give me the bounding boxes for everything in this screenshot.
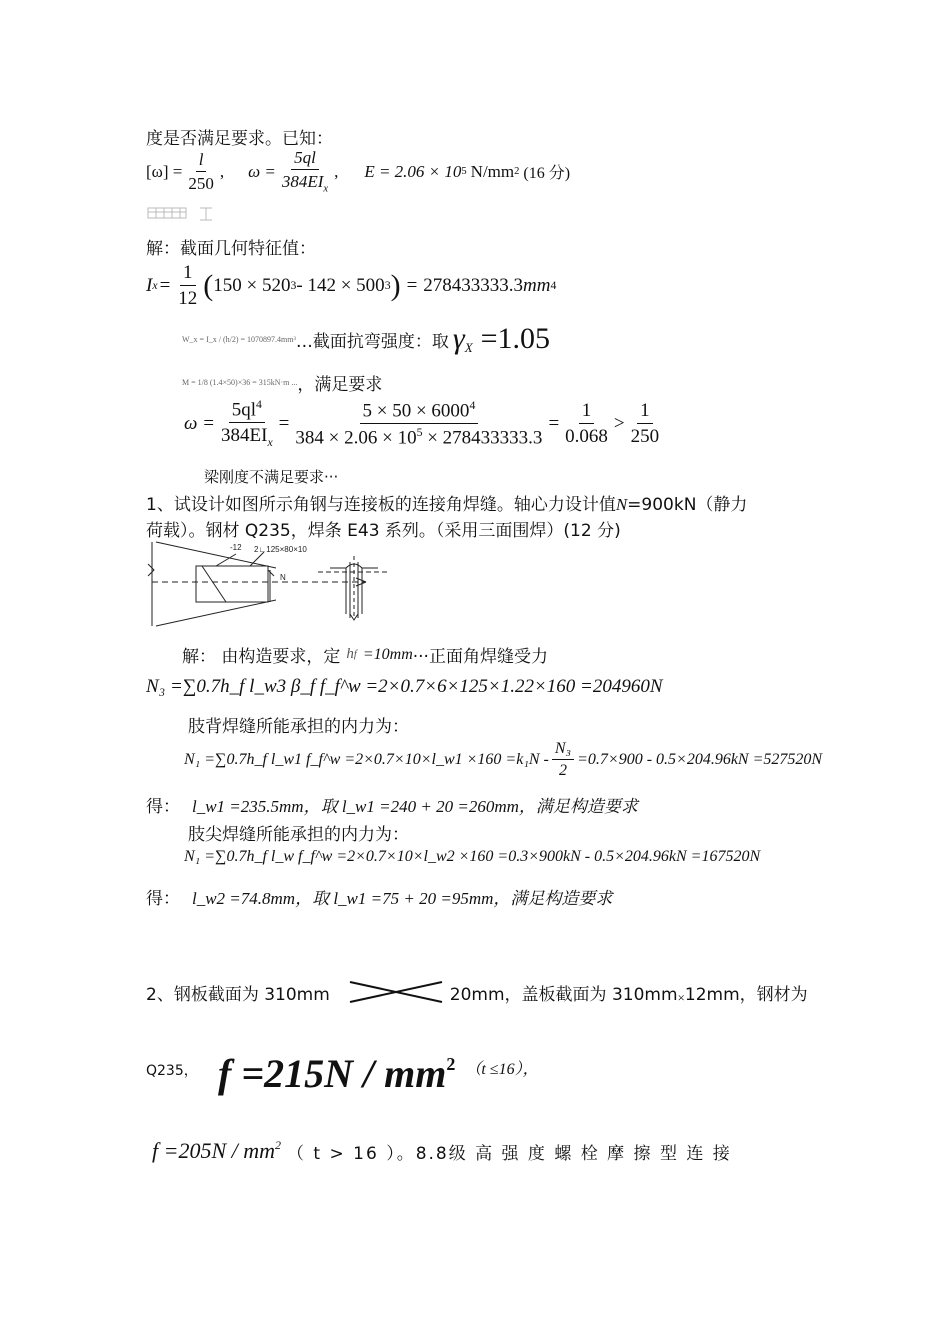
omega-allow-lhs: [ω] = xyxy=(146,161,183,181)
section-figure xyxy=(316,548,396,622)
beam-sketch xyxy=(146,204,226,226)
N3-formula: N₃ =∑0.7h_f l_w3 β_f f_f^w =2×0.7×6×125×1.22×160 =204960N xyxy=(146,676,663,697)
f-205-line: f =205N / mm $^2$ （ t > 16 ）。8.8级 高 强 度 螺 栓 摩 擦 型 连 接 xyxy=(152,1138,732,1164)
omega-fraction xyxy=(279,148,331,195)
omega-allow-fraction xyxy=(185,150,217,193)
moment-line xyxy=(182,370,382,395)
angle-label: 2∟125×80×10 xyxy=(254,545,307,554)
tip-weld-title: 肢尖焊缝所能承担的内力为： xyxy=(188,825,409,845)
result-2: 得： l_w2 =74.8mm，取 l_w1 =75 + 20 =95mm，满足构造要求 xyxy=(146,889,613,909)
N1-back-formula: N₁ =∑0.7h_f l_w1 f_f^w =2×0.7×10×l_w1 ×160 =k₁N - $\frac{\text{N₃}}{2}$ =0.7×900 - 0.5×204.96kN =527520N xyxy=(184,740,823,780)
E-unit: N/mm xyxy=(470,161,515,181)
back-weld-title: 肢背焊缝所能承担的内力为： xyxy=(188,717,409,737)
bending-line: W_x = I_x / (h/2) = 1070897.4mm³ …截面抗弯强度：取 γ $_X$ =1.05 xyxy=(182,322,551,355)
force-label: N xyxy=(280,573,286,582)
q235-label: Q235， xyxy=(146,1063,198,1079)
rigidity-fail: 梁刚度不满足要求··· xyxy=(204,468,339,486)
q1-sol-lead: 解： 由构造要求，定 h f =10mm ···正面角焊缝受力 xyxy=(182,645,548,667)
f-215-formula: f =215N / mm 2 （t ≤16）， xyxy=(218,1051,539,1096)
bending-text: …截面抗弯强度：取 xyxy=(295,331,449,352)
omega-num: 5ql xyxy=(291,148,319,170)
deflection-formula: ω = $\frac{5ql^4}{384EI_x}$ = $\frac{5 \times 50 \times 6000^4}{384 \times 2.06 \times 10^5 \times 278433333.3}$ = $\frac{1}{0.068}$ > $\frac{1}{250}$ xyxy=(184,398,660,449)
omega-den: $384EI_x$ xyxy=(281,171,329,194)
gamma-value: =1.05 xyxy=(480,322,551,355)
omega-allow-num: l xyxy=(196,150,207,172)
M-small-formula: M = 1/8 (1.4×50)×36 = 315kN·m ... xyxy=(182,378,298,387)
E-value: E = 2.06 × 10 xyxy=(364,161,462,181)
given-formulas: [ω] = $\frac{l}{250}$ , ω = $\frac{5ql}{384EI_x}$ , E = 2.06 × 10 5 N/mm 2 (16 分) xyxy=(146,148,571,194)
intro-text: 度是否满足要求。已知： xyxy=(146,129,333,149)
N1-tip-formula: N₁ =∑0.7h_f l_w f_f^w =2×0.7×10×l_w2 ×160 =0.3×900kN - 0.5×204.96kN =167520N xyxy=(184,848,761,865)
q1-line2: 荷载）。钢材 Q235，焊条 E43 系列。（采用三面围焊）(12 分) xyxy=(146,521,621,541)
Ix-formula: I x = $\frac{1}{12}$ ( 150 × 520 3 - 142 × 500 3 ) = 278433333.3 mm 4 xyxy=(146,262,557,309)
omega-allow-den: 250 xyxy=(188,173,214,193)
result-1: 得： l_w1 =235.5mm，取 l_w1 =240 + 20 =260mm，满足构造要求 xyxy=(146,797,638,817)
plate-label: -12 xyxy=(230,543,242,552)
cross-symbol xyxy=(330,980,450,1004)
solution-title: 解：截面几何特征值： xyxy=(146,239,316,259)
satisfy-1: ，满足要求 xyxy=(297,375,383,395)
Wx-small-formula: W_x = I_x / (h/2) = 1070897.4mm³ xyxy=(182,334,296,344)
points-16: (16 分) xyxy=(523,165,571,183)
gamma-symbol: γ xyxy=(452,322,465,355)
omega-lhs: ω = xyxy=(248,161,276,181)
q2-line1: 2、钢板截面为 310mm 20mm，盖板截面为 310mm × 12mm，钢材为 xyxy=(146,978,808,1006)
q1-line1: 1、试设计如图所示角钢与连接板的连接角焊缝。轴心力设计值N=900kN（静力 xyxy=(146,495,748,515)
